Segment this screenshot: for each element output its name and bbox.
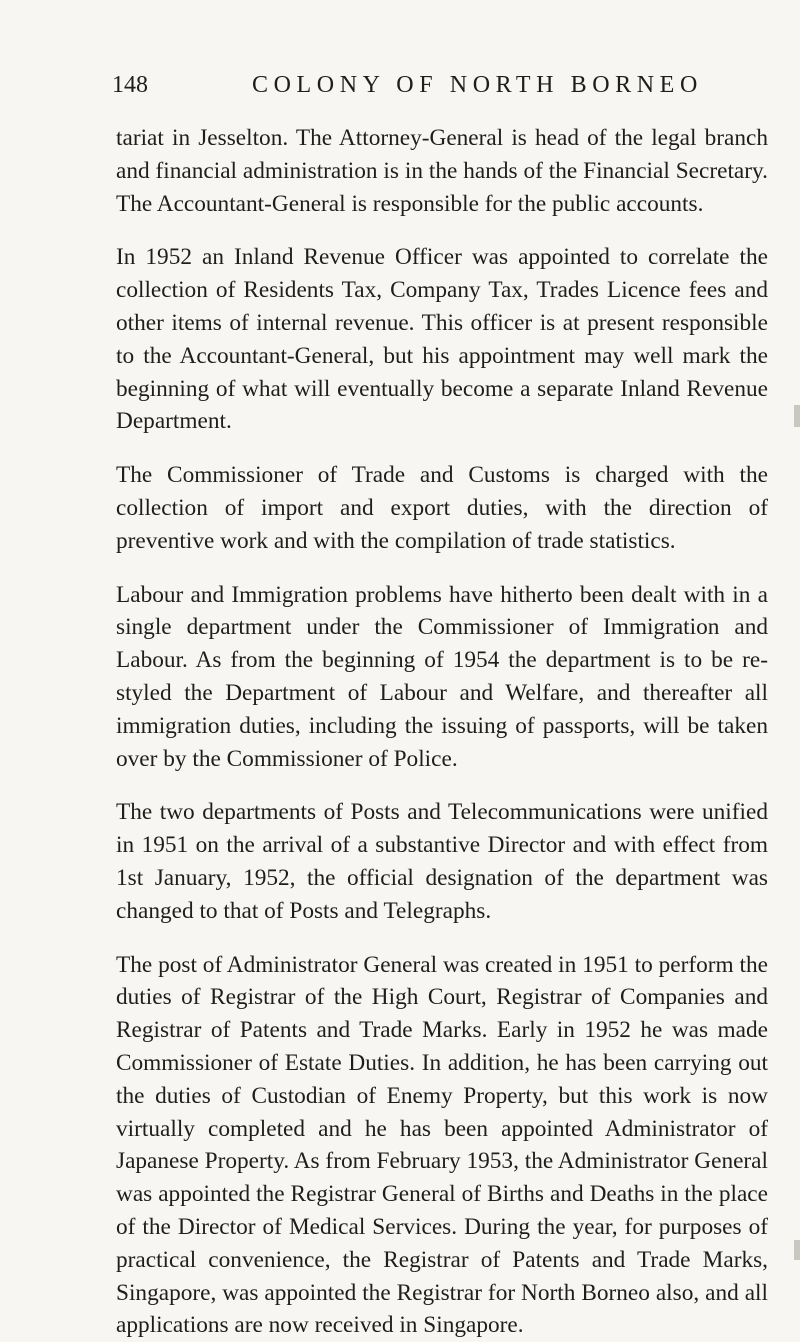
paragraph: The two departments of Posts and Telecommunications were unified in 1951 on the arrival of a substantive Director and with effect from 1st January, 1952, the official designation of the department was changed to that of Posts and Telegraphs.	[116, 799, 768, 924]
page-number: 148	[112, 72, 148, 98]
page-header	[112, 72, 703, 108]
paragraph: The Commissioner of Trade and Customs is charged with the collection of import and export duties, with the direction of preventive work and with the compilation of trade statistics.	[116, 462, 768, 554]
paragraph: The post of Administrator General was created in 1951 to perform the duties of Registrar of the High Court, Registrar of Companies and Registrar of Patents and Trade Marks. Early in 1952 he was made Commissioner of Estate Duties. In addition, he has been carrying out the duties of Custodian of Enemy Property, but this work is now virtually completed and he has been appointed Administrator of Japanese Property. As from February 1953, the Administrator General was appointed the Registrar General of Births and Deaths in the place of the Director of Medical Services. During the year, for purposes of practical convenience, the Registrar of Patents and Trade Marks, Singapore, was appointed the Registrar for North Borneo also, and all applications are now received in Singapore.	[116, 951, 768, 1339]
body-text	[116, 122, 768, 1342]
paragraph: In 1952 an Inland Revenue Officer was appointed to correlate the collection of Residents Tax, Company Tax, Trades Licence fees and other items of internal revenue. This officer is at present responsible to the Accountant-General, but his appointment may well mark the beginning of what will eventually become a separate Inland Revenue Department.	[116, 244, 768, 435]
page-edge-mark	[794, 405, 800, 427]
running-title: COLONY OF NORTH BORNEO	[252, 72, 703, 98]
paragraph: Labour and Immigration problems have hitherto been dealt with in a single department under the Commissioner of Immigration and Labour. As from the beginning of 1954 the department is to be re-styled the Department of Labour and Welfare, and thereafter all immigration duties, including the issuing of passports, will be taken over by the Commissioner of Police.	[116, 581, 768, 772]
paragraph: tariat in Jesselton. The Attorney-General is head of the legal branch and financial administration is in the hands of the Financial Secretary. The Accountant-General is responsible for the public accounts.	[116, 125, 768, 217]
page-edge-mark	[794, 1240, 800, 1260]
